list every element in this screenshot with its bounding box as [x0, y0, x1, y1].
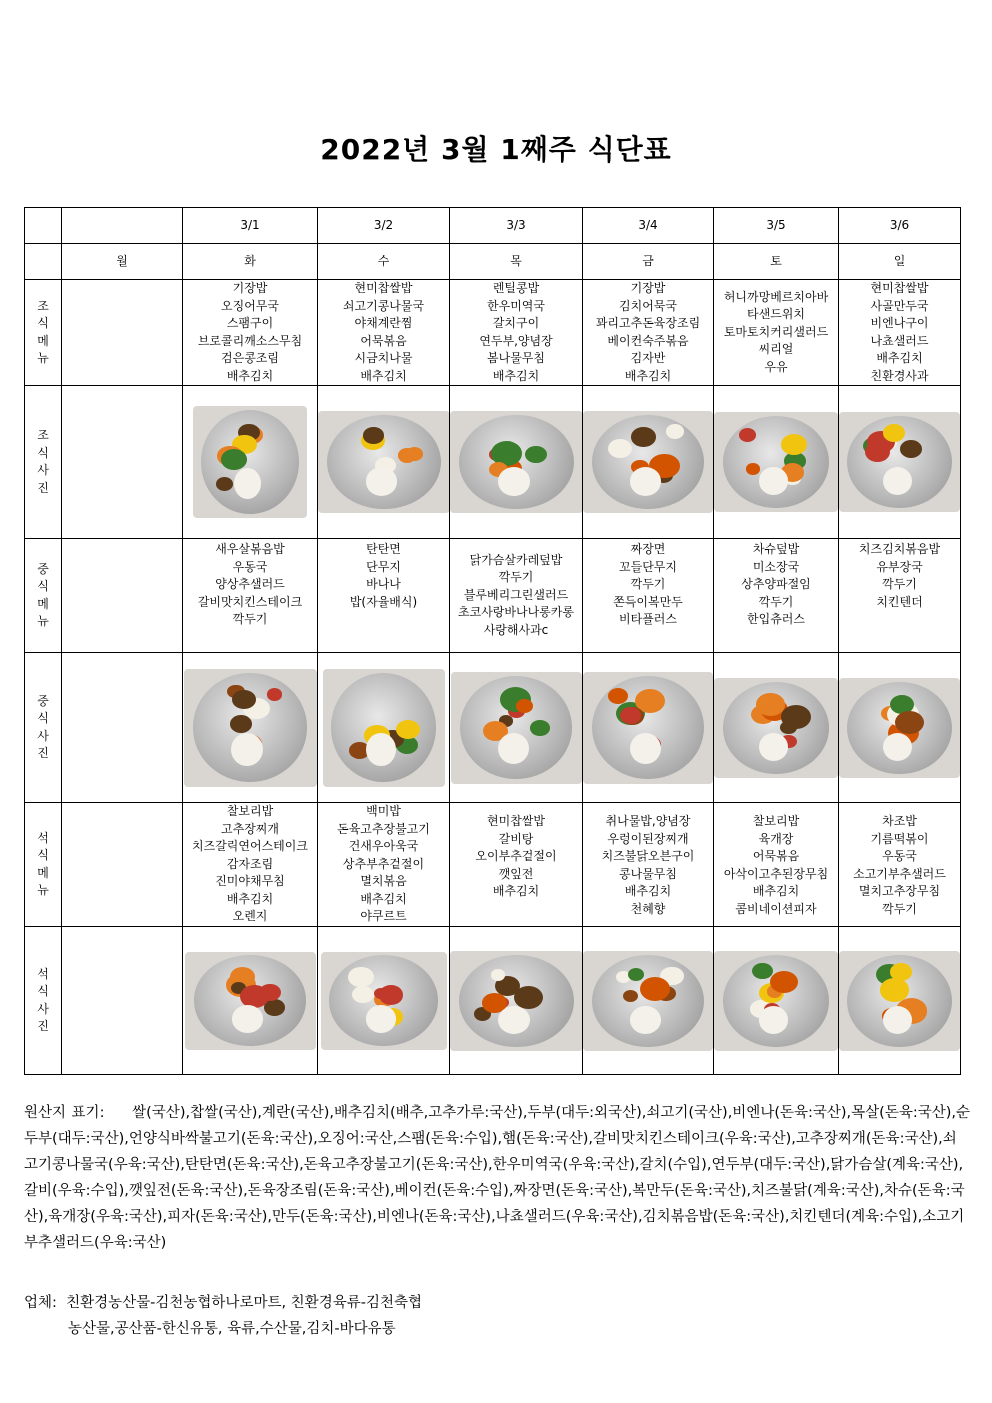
food-item-image — [240, 985, 269, 1008]
meal-photo — [839, 412, 960, 512]
menu-item: 비타플러스 — [619, 612, 677, 626]
food-item-image — [530, 720, 549, 736]
menu-item: 배추김치 — [226, 368, 274, 383]
dinner-menu-row — [25, 803, 961, 927]
food-item-image — [781, 434, 807, 455]
menu-item: 콩나물무침 — [619, 866, 677, 881]
meal-photo — [839, 678, 960, 778]
food-item-image — [739, 428, 756, 442]
menu-item: 친환경사과 — [870, 368, 929, 383]
menu-cell — [839, 280, 961, 386]
menu-item: 우동국 — [232, 559, 268, 574]
menu-item: 현미찹쌀밥 — [870, 281, 929, 295]
menu-item: 토마토치커리샐러드 — [723, 324, 829, 339]
menu-item: 단무지 — [366, 559, 401, 574]
menu-item: 갈비맛치킨스테이크 — [197, 594, 303, 609]
menu-item: 사골만두국 — [870, 298, 929, 313]
meal-photo — [450, 951, 583, 1051]
menu-item: 오렌지 — [232, 909, 268, 924]
food-item-image — [348, 967, 373, 987]
menu-item: 양상추샐러드 — [215, 577, 285, 591]
menu-item: 어묵볶음 — [360, 333, 407, 348]
weekday-row — [25, 244, 961, 280]
rice-image — [883, 1006, 912, 1034]
meal-photo — [318, 411, 450, 513]
rice-image — [366, 1005, 396, 1032]
menu-item: 새우살볶음밥 — [215, 542, 285, 556]
menu-item: 취나물밥,양념장 — [605, 814, 691, 828]
menu-item: 쫀득이복만두 — [613, 594, 683, 609]
menu-item: 닭가슴살카레덮밥 — [469, 552, 563, 567]
menu-item: 렌틸콩밥 — [492, 281, 540, 295]
menu-item: 바나나 — [366, 577, 401, 591]
weekday-cell: 토 — [714, 244, 839, 280]
menu-cell — [318, 539, 450, 653]
menu-cell — [318, 280, 450, 386]
menu-item: 야채계란찜 — [354, 316, 413, 330]
vendor-line-1: 친환경농산물-김천농협하나로마트, 친환경육류-김천축협 — [66, 1295, 422, 1311]
menu-item: 사랑해사과c — [483, 622, 549, 637]
menu-item: 시금치나물 — [354, 351, 413, 365]
menu-item: 찰보리밥 — [226, 804, 274, 819]
menu-item: 야쿠르트 — [360, 909, 407, 924]
food-item-image — [363, 427, 383, 443]
menu-item: 밥(자율배식) — [349, 594, 418, 609]
menu-item: 차조밥 — [882, 814, 917, 828]
rice-image — [232, 1005, 263, 1032]
menu-item: 천혜향 — [630, 901, 666, 916]
menu-item: 기장밥 — [232, 281, 268, 295]
menu-item: 깍두기 — [882, 901, 917, 916]
menu-item: 육개장 — [758, 831, 794, 846]
date-cell: 3/2 — [318, 208, 450, 244]
rice-image — [759, 1006, 789, 1034]
menu-item: 배추김치 — [492, 884, 540, 898]
food-item-image — [216, 477, 233, 491]
menu-cell — [450, 803, 583, 927]
menu-cell — [450, 280, 583, 386]
meal-photo — [184, 669, 317, 787]
menu-cell — [450, 539, 583, 653]
meal-photo — [714, 678, 838, 778]
date-cell: 3/3 — [450, 208, 583, 244]
menu-item: 오이부추겉절이 — [475, 849, 557, 863]
menu-item: 멸치고추장무침 — [858, 884, 941, 898]
vendor-label: 업체: — [24, 1295, 57, 1311]
food-item-image — [746, 463, 760, 475]
menu-item: 고추장찌개 — [221, 821, 279, 836]
menu-cell — [714, 803, 839, 927]
meal-photo — [323, 669, 445, 787]
page-title: 2022년 3월 1째주 식단표 — [320, 133, 672, 166]
food-item-image — [631, 427, 656, 447]
date-cell: 3/4 — [583, 208, 714, 244]
menu-item: 현미찹쌀밥 — [354, 281, 413, 295]
food-item-image — [396, 720, 420, 739]
food-item-image — [221, 449, 247, 470]
menu-item: 연두부,양념장 — [479, 333, 553, 348]
menu-item: 미소장국 — [752, 559, 800, 574]
menu-cell — [183, 280, 318, 386]
menu-item: 백미밥 — [366, 804, 401, 819]
row-label: 석 식 사 진 — [25, 927, 62, 1075]
menu-cell — [714, 280, 839, 386]
menu-cell — [583, 539, 714, 653]
menu-item: 한우미역국 — [487, 298, 545, 313]
menu-item: 깍두기 — [232, 612, 268, 626]
menu-item: 배추김치 — [360, 368, 407, 383]
date-row — [25, 208, 961, 244]
food-item-image — [232, 690, 256, 709]
rice-image — [630, 1006, 661, 1034]
rice-image — [759, 467, 789, 495]
food-item-image — [267, 688, 282, 700]
rice-image — [366, 467, 398, 496]
menu-item: 상추양파절임 — [741, 577, 811, 591]
menu-item: 돈육고추장불고기 — [337, 821, 430, 836]
menu-item: 기름떡볶이 — [870, 831, 929, 846]
menu-item: 탄탄면 — [366, 542, 401, 556]
food-item-image — [623, 990, 638, 1002]
menu-item: 스팸구이 — [226, 316, 274, 330]
food-item-image — [525, 446, 547, 464]
menu-item: 한입츄러스 — [747, 612, 805, 626]
date-cell: 3/6 — [839, 208, 961, 244]
menu-item: 우동국 — [882, 849, 917, 863]
food-item-image — [640, 977, 670, 1001]
menu-cell — [583, 803, 714, 927]
rice-image — [630, 467, 661, 496]
menu-item: 씨리얼 — [758, 342, 794, 357]
menu-item: 브로콜리깨소스무침 — [197, 333, 303, 348]
menu-item: 차슈덮밥 — [752, 542, 800, 556]
menu-item: 깍두기 — [630, 577, 666, 591]
date-cell: 3/1 — [183, 208, 318, 244]
menu-item: 치즈갈릭연어스테이크 — [192, 839, 308, 854]
menu-item: 기장밥 — [630, 281, 666, 295]
origin-label: 원산지 표기: — [24, 1105, 105, 1121]
weekday-cell: 월 — [62, 244, 183, 280]
menu-item: 비엔나구이 — [870, 316, 929, 330]
menu-item: 배추김치 — [226, 891, 274, 906]
menu-cell — [183, 803, 318, 927]
food-item-image — [628, 968, 644, 981]
food-item-image — [900, 440, 922, 458]
meal-photo — [839, 951, 960, 1051]
dinner-photo-row — [25, 927, 961, 1075]
food-item-image — [666, 424, 685, 439]
menu-cell — [318, 803, 450, 927]
lunch-menu-row — [25, 539, 961, 653]
weekday-cell: 목 — [450, 244, 583, 280]
origin-text: 쌀(국산),찹쌀(국산),계란(국산),배추김치(배추,고추가루:국산),두부(대두:외국산),쇠고기(국산),비엔나(돈육:국산),목살(돈육:국산),순두부(대두:국산),언양식바싹불고기(돈육:국산),오징어:국산,스팸(돈육:수입),햄(돈육:국산),갈비맛치킨스테이크(우육:국산),고추장찌개(돈육:국산),쇠고기콩나물국(우육:국산),탄탄면(돈육:국산),돈육고추장불고기(돈육:국산),한우미역국(우육:국산),갈치(수입),연두부(대두:국산),닭가슴살(계육:국산),갈비(우육:수입),깻잎전(돈육:국산),돈육장조림(돈육:국산),베이컨(돈육:수입),짜장면(돈육:국산),복만두(돈육:국산),치즈불닭(계육:국산),차슈(돈육:국산),육개장(우육:국산),피자(돈육:국산),만두(돈육:국산),비엔나(돈육:국산),나쵸샐러드(우육:국산),김치볶음밥(돈육:국산),치킨텐더(계육:수입),소고기부추샐러드(우육:국산) — [24, 1105, 971, 1251]
menu-item: 배추김치 — [492, 368, 540, 383]
menu-item: 김자반 — [630, 351, 666, 365]
food-item-image — [230, 715, 252, 733]
menu-item: 배추김치 — [624, 368, 672, 383]
menu-item: 치즈김치볶음밥 — [858, 542, 941, 556]
menu-cell — [583, 280, 714, 386]
row-label: 조 식 메 뉴 — [25, 280, 62, 386]
food-item-image — [491, 969, 505, 980]
menu-item: 멸치볶음 — [360, 874, 407, 889]
breakfast-photo-row — [25, 386, 961, 539]
row-label: 조 식 사 진 — [25, 386, 62, 539]
menu-item: 깻잎전 — [498, 866, 534, 881]
vendor-notice — [24, 1290, 422, 1342]
menu-item: 봄나물무침 — [487, 351, 545, 365]
menu-item: 김치어묵국 — [619, 298, 677, 313]
menu-item: 진미야채무침 — [215, 874, 285, 889]
weekday-cell: 일 — [839, 244, 961, 280]
meal-photo — [321, 952, 447, 1050]
food-item-image — [398, 448, 416, 463]
food-item-image — [608, 439, 632, 458]
rice-image — [498, 467, 530, 496]
row-label: 석 식 메 뉴 — [25, 803, 62, 927]
menu-item: 깍두기 — [498, 570, 534, 585]
rice-image — [883, 733, 912, 761]
menu-item: 배추김치 — [624, 884, 672, 898]
menu-item: 어묵볶음 — [752, 849, 800, 863]
menu-item: 배추김치 — [752, 884, 800, 898]
row-label: 중 식 사 진 — [25, 653, 62, 803]
rice-image — [498, 1006, 530, 1034]
menu-item: 깍두기 — [882, 577, 917, 591]
menu-item: 유부장국 — [876, 559, 923, 574]
meal-photo — [193, 406, 307, 518]
menu-item: 상추부추겉절이 — [342, 856, 425, 871]
lunch-photo-row — [25, 653, 961, 803]
meal-photo — [185, 952, 316, 1050]
menu-item: 배추김치 — [360, 891, 407, 906]
food-item-image — [780, 721, 796, 734]
menu-item: 쇠고기콩나물국 — [342, 298, 425, 313]
menu-item: 검은콩조림 — [221, 351, 279, 365]
menu-item: 소고기부추샐러드 — [853, 866, 946, 881]
menu-item: 허니까망베르치아바 — [723, 289, 829, 304]
menu-item: 아삭이고추된장무침 — [723, 866, 829, 881]
menu-cell — [839, 539, 961, 653]
menu-item: 오징어무국 — [221, 298, 279, 313]
menu-cell — [183, 539, 318, 653]
menu-item: 초코사랑바나나롱카롱 — [458, 605, 574, 620]
date-cell: 3/5 — [714, 208, 839, 244]
meal-photo — [714, 951, 838, 1051]
menu-item: 현미찹쌀밥 — [487, 814, 545, 828]
row-label: 중 식 메 뉴 — [25, 539, 62, 653]
meal-photo — [451, 672, 582, 784]
menu-item: 찰보리밥 — [752, 814, 800, 828]
meal-photo — [714, 412, 838, 512]
menu-item: 블루베리그린샐러드 — [463, 587, 569, 602]
rice-image — [759, 733, 789, 761]
menu-item: 치즈불닭오븐구이 — [601, 849, 695, 863]
menu-item: 우유 — [764, 359, 788, 374]
weekday-cell: 화 — [183, 244, 318, 280]
meal-photo — [583, 672, 713, 784]
menu-item: 건새우아욱국 — [348, 839, 419, 854]
menu-item: 우렁이된장찌개 — [607, 831, 689, 846]
rice-image — [883, 467, 912, 495]
food-item-image — [880, 978, 910, 1002]
food-item-image — [756, 693, 784, 716]
food-item-image — [620, 707, 641, 724]
menu-item: 치킨텐더 — [876, 594, 923, 609]
rice-image — [366, 733, 395, 766]
menu-cell — [839, 803, 961, 927]
menu-item: 나쵸샐러드 — [870, 333, 929, 348]
menu-item: 꼬들단무지 — [619, 559, 677, 574]
meal-plan-table — [24, 207, 961, 1075]
weekday-cell: 금 — [583, 244, 714, 280]
vendor-line-2: 농산물,공산품-한신유통, 육류,수산물,김치-바다유통 — [68, 1321, 396, 1337]
menu-item: 콤비네이션피자 — [735, 901, 817, 916]
meal-photo — [583, 951, 713, 1051]
menu-item: 감자조림 — [226, 856, 274, 871]
menu-item: 짜장면 — [630, 542, 666, 556]
menu-item: 타샌드위치 — [747, 307, 805, 322]
menu-item: 베이컨숙주볶음 — [607, 333, 689, 348]
origin-notice — [24, 1100, 970, 1256]
menu-item: 갈치구이 — [492, 316, 540, 330]
weekday-cell: 수 — [318, 244, 450, 280]
menu-item: 배추김치 — [876, 351, 923, 365]
menu-item: 갈비탕 — [498, 831, 534, 846]
menu-cell — [714, 539, 839, 653]
breakfast-menu-row — [25, 280, 961, 386]
meal-photo — [450, 411, 583, 513]
menu-item: 깍두기 — [758, 594, 794, 609]
meal-photo — [583, 411, 713, 513]
menu-item: 꽈리고추돈육장조림 — [595, 316, 701, 330]
